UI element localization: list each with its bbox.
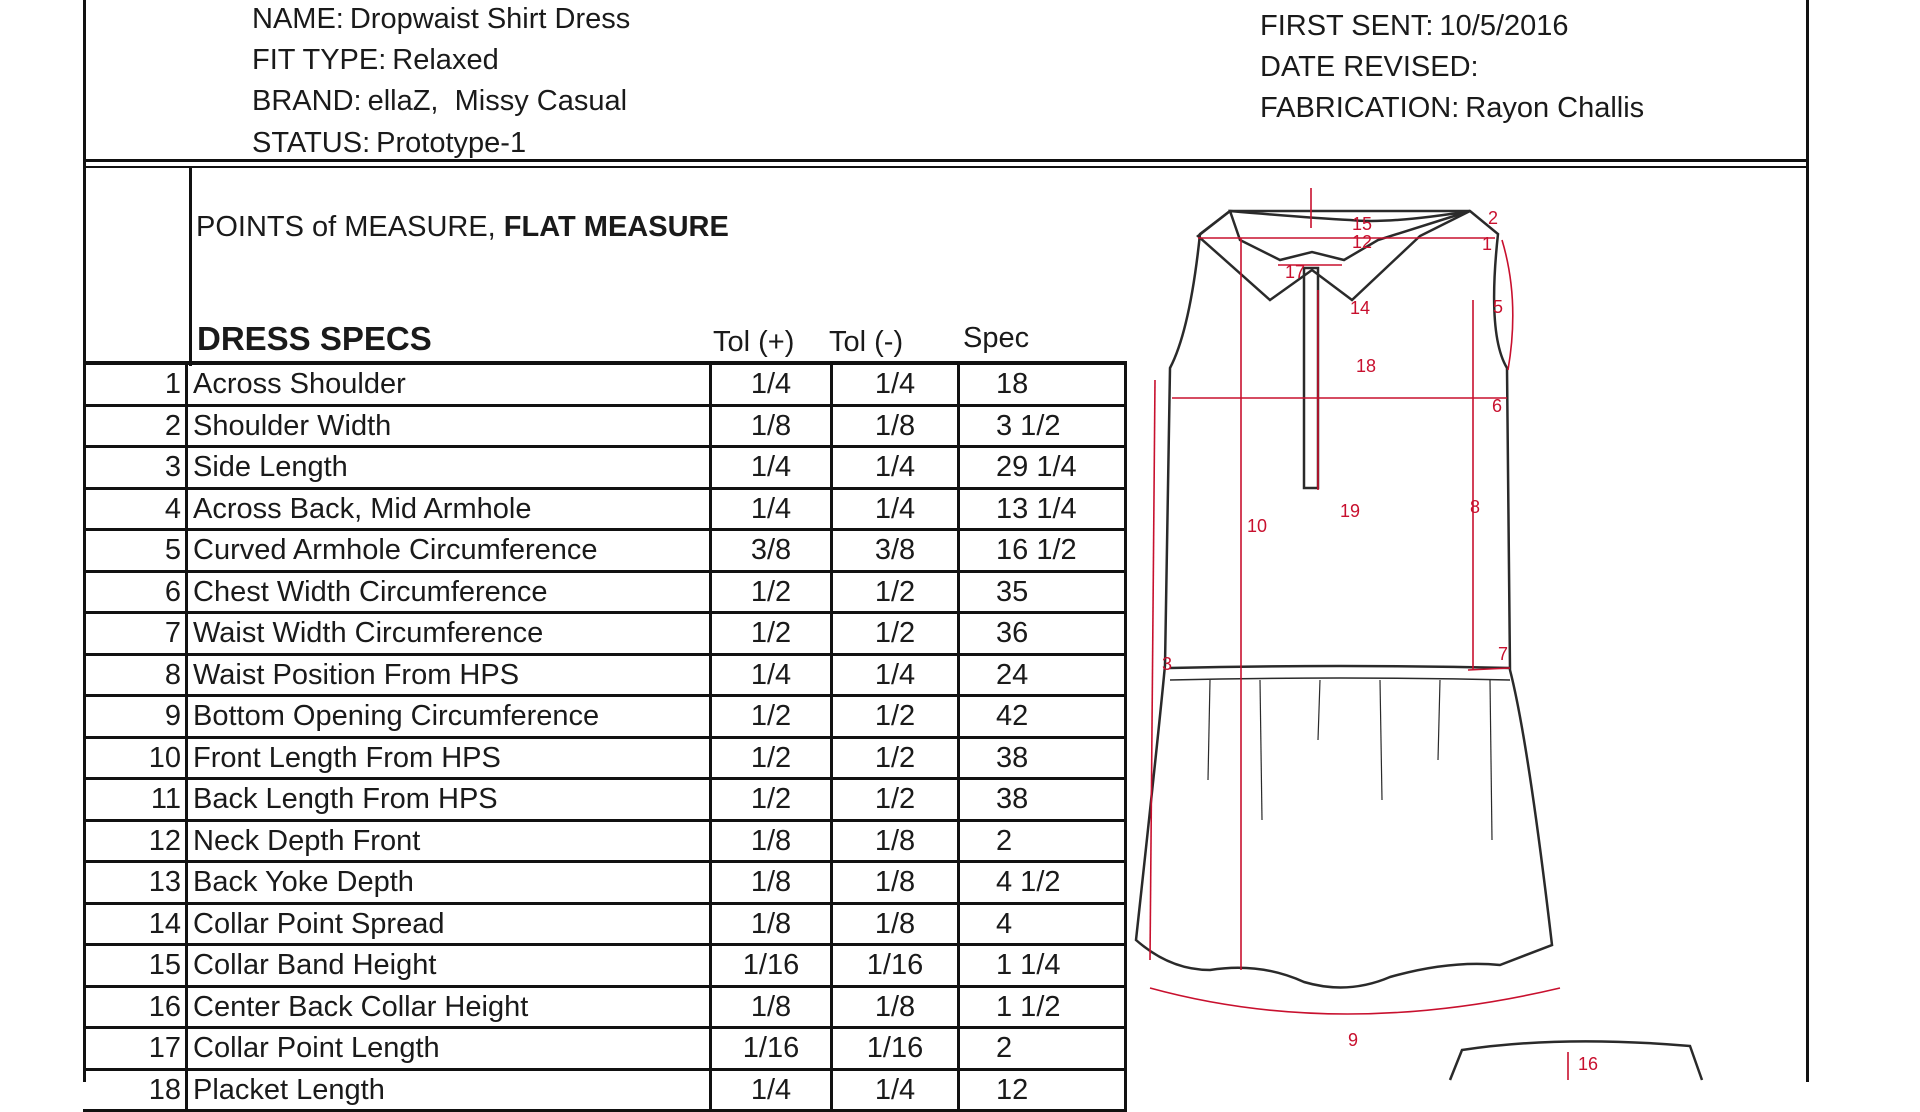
spec-table-row	[83, 363, 1126, 405]
measurement-name: Shoulder Width	[187, 405, 711, 447]
row-number: 17	[83, 1028, 187, 1070]
measure-label-12: 12	[1352, 232, 1373, 252]
fabrication-label: FABRICATION:	[1260, 92, 1460, 124]
fit-type-label: FIT TYPE:	[252, 44, 387, 76]
measurement-name: Bottom Opening Circumference	[187, 696, 711, 738]
skirt-gathers	[1208, 680, 1492, 840]
measurement-name: Collar Point Spread	[187, 903, 711, 945]
tolerance-plus: 1/8	[711, 862, 832, 904]
spec-value: 1 1/2	[959, 986, 1126, 1028]
row-number: 4	[83, 488, 187, 530]
row-number: 16	[83, 986, 187, 1028]
measure-line-5	[1502, 240, 1513, 370]
pom-title-normal: POINTS of MEASURE,	[196, 211, 504, 243]
dress-specs-heading: DRESS SPECS	[197, 320, 432, 357]
first-sent-line	[1260, 10, 1569, 43]
measurement-name: Front Length From HPS	[187, 737, 711, 779]
dress-outline	[1136, 211, 1552, 987]
tolerance-minus: 3/8	[832, 530, 959, 572]
row-number: 18	[83, 1069, 187, 1111]
spec-value: 13 1/4	[959, 488, 1126, 530]
brand-label: BRAND:	[252, 85, 362, 117]
measurement-labels	[1162, 208, 1598, 1074]
back-collar-outline	[1450, 1041, 1702, 1080]
measure-label-9: 9	[1348, 1030, 1359, 1050]
tolerance-minus: 1/8	[832, 862, 959, 904]
spec-value: 2	[959, 1028, 1126, 1070]
measure-label-5: 5	[1493, 297, 1504, 317]
measurement-name: Neck Depth Front	[187, 820, 711, 862]
tolerance-plus: 1/4	[711, 654, 832, 696]
row-number: 13	[83, 862, 187, 904]
measure-label-16: 16	[1578, 1054, 1599, 1074]
row-number: 7	[83, 613, 187, 655]
back-collar-detail	[1450, 1041, 1702, 1080]
tolerance-minus: 1/4	[832, 654, 959, 696]
first-sent-label: FIRST SENT:	[1260, 10, 1434, 42]
tolerance-minus: 1/2	[832, 613, 959, 655]
spec-value: 18	[959, 363, 1126, 405]
dress-flat-sketch	[1090, 180, 1790, 1082]
number-column-divider	[189, 166, 192, 366]
spec-table-row	[83, 903, 1126, 945]
spec-table-row	[83, 945, 1126, 987]
spec-value: 12	[959, 1069, 1126, 1111]
spec-table-body	[83, 363, 1126, 1111]
spec-table-row	[83, 862, 1126, 904]
tolerance-minus: 1/2	[832, 696, 959, 738]
tolerance-plus: 1/2	[711, 571, 832, 613]
tolerance-minus: 1/8	[832, 405, 959, 447]
spec-table-row	[83, 571, 1126, 613]
measurement-name: Collar Band Height	[187, 945, 711, 987]
brand-value: ellaZ, Missy Casual	[367, 85, 628, 117]
fit-type-line	[252, 44, 499, 77]
row-number: 2	[83, 405, 187, 447]
first-sent-value: 10/5/2016	[1439, 10, 1569, 42]
tolerance-plus: 3/8	[711, 530, 832, 572]
tolerance-plus: 1/8	[711, 903, 832, 945]
tolerance-plus: 1/2	[711, 737, 832, 779]
status-label: STATUS:	[252, 127, 371, 159]
measurement-name: Collar Point Length	[187, 1028, 711, 1070]
measurement-name: Center Back Collar Height	[187, 986, 711, 1028]
measure-label-17: 17	[1285, 262, 1306, 282]
measurement-name: Chest Width Circumference	[187, 571, 711, 613]
tolerance-plus: 1/4	[711, 363, 832, 405]
measure-label-7: 7	[1498, 644, 1509, 664]
measure-label-19: 19	[1340, 501, 1361, 521]
tolerance-minus: 1/8	[832, 820, 959, 862]
fabrication-line	[1260, 92, 1644, 125]
spec-value: 42	[959, 696, 1126, 738]
measure-line-3	[1150, 380, 1155, 960]
spec-value: 36	[959, 613, 1126, 655]
spec-table-row	[83, 696, 1126, 738]
spec-table	[83, 361, 1127, 1112]
date-revised-line	[1260, 51, 1485, 84]
pom-title-bold: FLAT MEASURE	[503, 211, 729, 243]
measure-label-3: 3	[1162, 654, 1173, 674]
brand-line	[252, 85, 627, 118]
tolerance-plus: 1/8	[711, 986, 832, 1028]
tolerance-minus: 1/16	[832, 945, 959, 987]
measure-label-15: 15	[1352, 214, 1373, 234]
placket	[1304, 268, 1318, 488]
spec-table-row	[83, 1028, 1126, 1070]
dress-body-outline	[1136, 211, 1552, 987]
spec-value: 4 1/2	[959, 862, 1126, 904]
spec-table-row	[83, 1069, 1126, 1111]
spec-value: 3 1/2	[959, 405, 1126, 447]
header-divider-double	[83, 166, 1809, 168]
measure-label-14: 14	[1350, 298, 1371, 318]
spec-value: 38	[959, 779, 1126, 821]
tolerance-minus: 1/8	[832, 986, 959, 1028]
spec-value: 38	[959, 737, 1126, 779]
measurement-name: Curved Armhole Circumference	[187, 530, 711, 572]
tolerance-plus: 1/4	[711, 488, 832, 530]
row-number: 14	[83, 903, 187, 945]
status-value: Prototype-1	[376, 127, 527, 159]
spec-header: Spec	[963, 322, 1030, 354]
row-number: 1	[83, 363, 187, 405]
spec-value: 4	[959, 903, 1126, 945]
measurement-name: Side Length	[187, 447, 711, 489]
spec-table-row	[83, 613, 1126, 655]
spec-table-row	[83, 530, 1126, 572]
spec-table-row	[83, 654, 1126, 696]
style-name-value: Dropwaist Shirt Dress	[349, 3, 631, 35]
measure-label-1: 1	[1482, 234, 1493, 254]
measurement-name: Waist Width Circumference	[187, 613, 711, 655]
measurement-name: Back Length From HPS	[187, 779, 711, 821]
spec-table-row	[83, 986, 1126, 1028]
date-revised-label: DATE REVISED:	[1260, 51, 1479, 83]
row-number: 9	[83, 696, 187, 738]
spec-table-row	[83, 737, 1126, 779]
tolerance-minus: 1/4	[832, 447, 959, 489]
tolerance-plus: 1/2	[711, 779, 832, 821]
spec-value: 1 1/4	[959, 945, 1126, 987]
tolerance-plus: 1/2	[711, 696, 832, 738]
style-name-label: NAME:	[252, 3, 344, 35]
tolerance-plus: 1/2	[711, 613, 832, 655]
measurement-name: Placket Length	[187, 1069, 711, 1111]
tolerance-minus: 1/4	[832, 488, 959, 530]
spec-value: 35	[959, 571, 1126, 613]
tolerance-plus: 1/16	[711, 1028, 832, 1070]
measure-label-8: 8	[1470, 497, 1481, 517]
tolerance-plus: 1/8	[711, 820, 832, 862]
tolerance-minus: 1/2	[832, 779, 959, 821]
row-number: 6	[83, 571, 187, 613]
tolerance-plus: 1/8	[711, 405, 832, 447]
tolerance-minus: 1/4	[832, 1069, 959, 1111]
measure-label-6: 6	[1492, 396, 1503, 416]
spec-value: 16 1/2	[959, 530, 1126, 572]
tolerance-plus: 1/16	[711, 945, 832, 987]
measurement-name: Waist Position From HPS	[187, 654, 711, 696]
measure-label-2: 2	[1488, 208, 1499, 228]
spec-value: 2	[959, 820, 1126, 862]
row-number: 10	[83, 737, 187, 779]
measure-line-9	[1150, 988, 1560, 1014]
tolerance-minus: 1/16	[832, 1028, 959, 1070]
points-of-measure-title	[196, 211, 729, 244]
row-number: 15	[83, 945, 187, 987]
spec-table-row	[83, 488, 1126, 530]
fabrication-value: Rayon Challis	[1465, 92, 1645, 124]
tolerance-minus: 1/4	[832, 363, 959, 405]
measurement-name: Back Yoke Depth	[187, 862, 711, 904]
spec-value: 24	[959, 654, 1126, 696]
spec-table-row	[83, 779, 1126, 821]
tol-minus-header: Tol (-)	[829, 326, 904, 358]
waist-seam	[1170, 666, 1510, 668]
tolerance-minus: 1/2	[832, 737, 959, 779]
row-number: 5	[83, 530, 187, 572]
status-line	[252, 127, 526, 160]
spec-table-row	[83, 447, 1126, 489]
spec-value: 29 1/4	[959, 447, 1126, 489]
collar-outline	[1230, 211, 1470, 260]
measurement-name: Across Shoulder	[187, 363, 711, 405]
spec-table-row	[83, 820, 1126, 862]
waist-seam-gather	[1170, 678, 1510, 680]
spec-table-row	[83, 405, 1126, 447]
tolerance-minus: 1/8	[832, 903, 959, 945]
style-name-line	[252, 3, 630, 36]
tol-plus-header: Tol (+)	[713, 326, 795, 358]
measurement-name: Across Back, Mid Armhole	[187, 488, 711, 530]
row-number: 12	[83, 820, 187, 862]
fit-type-value: Relaxed	[392, 44, 499, 76]
tolerance-plus: 1/4	[711, 447, 832, 489]
row-number: 3	[83, 447, 187, 489]
tolerance-plus: 1/4	[711, 1069, 832, 1111]
tolerance-minus: 1/2	[832, 571, 959, 613]
row-number: 11	[83, 779, 187, 821]
row-number: 8	[83, 654, 187, 696]
measure-label-18: 18	[1356, 356, 1377, 376]
page-frame-right	[1806, 0, 1809, 1082]
measure-label-10: 10	[1247, 516, 1268, 536]
